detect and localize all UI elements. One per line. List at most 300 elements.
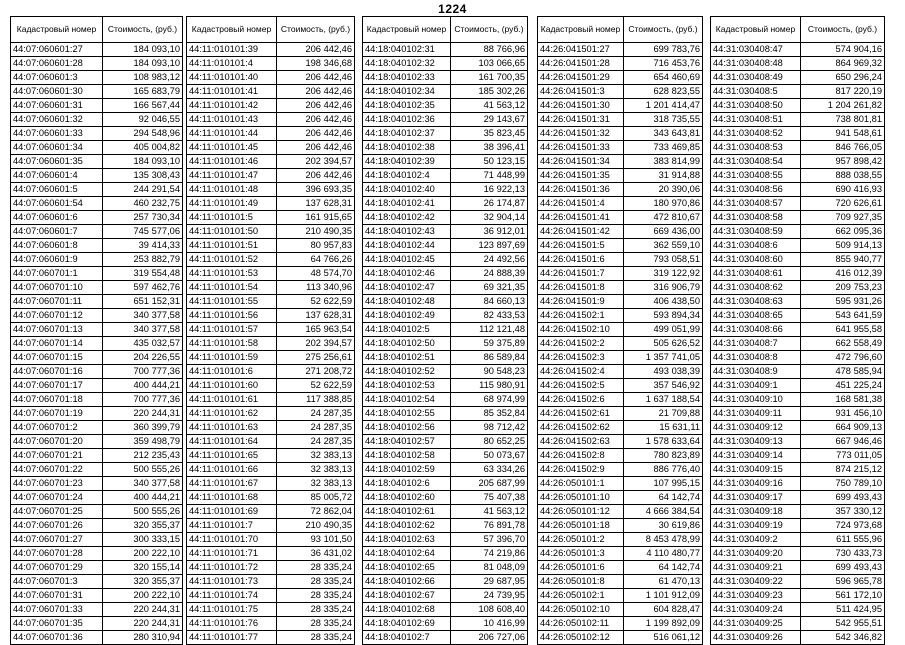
cost-value: 29 687,95	[451, 575, 528, 589]
table-row	[187, 547, 355, 561]
cost-value: 212 235,43	[103, 449, 183, 463]
cadastral-number: 44:18:040102:35	[363, 99, 451, 113]
cadastral-number: 44:11:010101:61	[187, 393, 277, 407]
table-row	[538, 267, 703, 281]
table-row	[11, 99, 183, 113]
cost-value: 64 766,26	[277, 253, 355, 267]
cadastral-number: 44:18:040102:47	[363, 281, 451, 295]
cadastral-number: 44:18:040102:56	[363, 421, 451, 435]
table-row	[363, 267, 528, 281]
table-row	[187, 631, 355, 645]
cost-value: 184 093,10	[103, 43, 183, 57]
table-row	[711, 519, 885, 533]
cost-value: 405 004,82	[103, 141, 183, 155]
cost-value: 593 894,34	[624, 309, 703, 323]
cost-value: 184 093,10	[103, 155, 183, 169]
table-row	[11, 141, 183, 155]
cost-value: 115 980,91	[451, 379, 528, 393]
table-row	[11, 379, 183, 393]
table-row	[363, 57, 528, 71]
table-row	[538, 239, 703, 253]
table-row	[711, 463, 885, 477]
table-row	[538, 309, 703, 323]
cost-value: 595 931,26	[801, 295, 885, 309]
table-row	[363, 631, 528, 645]
cost-value: 664 909,13	[801, 421, 885, 435]
cadastral-number: 44:26:041502:8	[538, 449, 624, 463]
cadastral-number: 44:11:010101:76	[187, 617, 277, 631]
table-row	[187, 183, 355, 197]
cost-value: 184 093,10	[103, 57, 183, 71]
table-row	[363, 225, 528, 239]
cadastral-number: 44:26:050101:2	[538, 533, 624, 547]
table-row	[711, 603, 885, 617]
cost-value: 210 490,35	[277, 225, 355, 239]
cadastral-number: 44:07:060701:21	[11, 449, 103, 463]
cadastral-number: 44:31:030408:58	[711, 211, 801, 225]
table-row	[538, 631, 703, 645]
cost-value: 244 291,54	[103, 183, 183, 197]
cost-value: 32 383,13	[277, 449, 355, 463]
table-row	[11, 463, 183, 477]
cadastral-number: 44:18:040102:65	[363, 561, 451, 575]
cadastral-number: 44:26:041502:61	[538, 407, 624, 421]
cadastral-number: 44:31:030408:53	[711, 141, 801, 155]
cadastral-number: 44:07:060701:11	[11, 295, 103, 309]
cadastral-number: 44:31:030409:19	[711, 519, 801, 533]
cadastral-number: 44:11:010101:70	[187, 533, 277, 547]
table-row	[11, 603, 183, 617]
table-row	[711, 351, 885, 365]
cadastral-number: 44:26:050101:12	[538, 505, 624, 519]
cost-value: 451 225,24	[801, 379, 885, 393]
cost-value: 1 201 414,47	[624, 99, 703, 113]
table-row	[538, 253, 703, 267]
cadastral-number: 44:11:010101:50	[187, 225, 277, 239]
cadastral-number: 44:26:041502:1	[538, 309, 624, 323]
header-cadastral: Кадастровый номер	[711, 17, 801, 43]
cost-value: 1 101 912,09	[624, 589, 703, 603]
cost-value: 103 066,65	[451, 57, 528, 71]
cadastral-number: 44:31:030408:9	[711, 365, 801, 379]
cost-value: 206 442,46	[277, 113, 355, 127]
table-row	[11, 575, 183, 589]
cadastral-number: 44:07:060601:35	[11, 155, 103, 169]
table-row	[538, 491, 703, 505]
cadastral-number: 44:18:040102:53	[363, 379, 451, 393]
table-row	[363, 337, 528, 351]
cadastral-number: 44:31:030408:61	[711, 267, 801, 281]
cadastral-number: 44:31:030408:56	[711, 183, 801, 197]
cadastral-number: 44:26:050101:6	[538, 561, 624, 575]
cost-value: 343 643,81	[624, 127, 703, 141]
cost-value: 650 296,24	[801, 71, 885, 85]
cadastral-number: 44:18:040102:66	[363, 575, 451, 589]
table-row	[711, 491, 885, 505]
cost-value: 886 776,40	[624, 463, 703, 477]
table-row	[538, 169, 703, 183]
cadastral-number: 44:11:010101:5	[187, 211, 277, 225]
cadastral-number: 44:07:060701:17	[11, 379, 103, 393]
cost-value: 31 914,88	[624, 169, 703, 183]
table-row	[363, 379, 528, 393]
cost-value: 41 563,12	[451, 99, 528, 113]
cadastral-number: 44:07:060601:54	[11, 197, 103, 211]
cost-value: 76 891,78	[451, 519, 528, 533]
cadastral-number: 44:18:040102:55	[363, 407, 451, 421]
cost-value: 26 174,87	[451, 197, 528, 211]
cost-value: 700 777,36	[103, 393, 183, 407]
cadastral-number: 44:31:030409:22	[711, 575, 801, 589]
cost-value: 82 433,53	[451, 309, 528, 323]
table-row	[363, 155, 528, 169]
cadastral-number: 44:26:041502:3	[538, 351, 624, 365]
cost-value: 357 330,12	[801, 505, 885, 519]
cost-value: 137 628,31	[277, 197, 355, 211]
cadastral-number: 44:07:060701:28	[11, 547, 103, 561]
cost-value: 202 394,57	[277, 155, 355, 169]
table-row	[538, 407, 703, 421]
cadastral-number: 44:07:060601:34	[11, 141, 103, 155]
cadastral-number: 44:07:060701:36	[11, 631, 103, 645]
cost-value: 210 490,35	[277, 519, 355, 533]
cadastral-number: 44:07:060601:9	[11, 253, 103, 267]
cadastral-number: 44:11:010101:60	[187, 379, 277, 393]
cost-value: 202 394,57	[277, 337, 355, 351]
cost-value: 68 974,99	[451, 393, 528, 407]
table-row	[363, 449, 528, 463]
cadastral-number: 44:26:041501:9	[538, 295, 624, 309]
table-row	[363, 463, 528, 477]
table-row	[11, 225, 183, 239]
cost-value: 699 493,43	[801, 561, 885, 575]
header-cadastral: Кадастровый номер	[11, 17, 103, 43]
cadastral-number: 44:31:030409:11	[711, 407, 801, 421]
table-row	[711, 225, 885, 239]
cost-value: 406 438,50	[624, 295, 703, 309]
header-cost: Стоимость, (руб.)	[103, 17, 183, 43]
table-row	[538, 603, 703, 617]
cadastral-number: 44:11:010101:44	[187, 127, 277, 141]
cadastral-number: 44:31:030409:18	[711, 505, 801, 519]
cost-value: 108 983,12	[103, 71, 183, 85]
cost-value: 200 222,10	[103, 547, 183, 561]
cost-value: 28 335,24	[277, 631, 355, 645]
table-row	[187, 519, 355, 533]
table-row	[711, 267, 885, 281]
cost-value: 41 563,12	[451, 505, 528, 519]
table-row	[11, 491, 183, 505]
cost-value: 516 061,12	[624, 631, 703, 645]
table-row	[711, 309, 885, 323]
cost-value: 383 814,99	[624, 155, 703, 169]
table-row	[711, 561, 885, 575]
table-row	[711, 99, 885, 113]
table-row	[363, 211, 528, 225]
cost-value: 499 051,99	[624, 323, 703, 337]
table-row	[538, 71, 703, 85]
table-row	[538, 449, 703, 463]
table-row	[538, 617, 703, 631]
table-row	[538, 155, 703, 169]
cost-value: 500 555,26	[103, 505, 183, 519]
table-row	[711, 169, 885, 183]
cost-value: 24 888,39	[451, 267, 528, 281]
cadastral-number: 44:26:050101:18	[538, 519, 624, 533]
table-row	[363, 309, 528, 323]
cadastral-number: 44:18:040102:64	[363, 547, 451, 561]
cadastral-number: 44:31:030408:54	[711, 155, 801, 169]
cost-value: 206 442,46	[277, 99, 355, 113]
cadastral-number: 44:11:010101:59	[187, 351, 277, 365]
cadastral-number: 44:26:041501:7	[538, 267, 624, 281]
cadastral-number: 44:11:010101:54	[187, 281, 277, 295]
table-row	[187, 491, 355, 505]
table-row	[711, 407, 885, 421]
cadastral-number: 44:11:010101:65	[187, 449, 277, 463]
cost-value: 204 226,55	[103, 351, 183, 365]
table-row	[711, 323, 885, 337]
cadastral-number: 44:11:010101:71	[187, 547, 277, 561]
cadastral-number: 44:11:010101:40	[187, 71, 277, 85]
cadastral-number: 44:11:010101:57	[187, 323, 277, 337]
table-row	[363, 43, 528, 57]
cost-value: 220 244,31	[103, 603, 183, 617]
table-row	[11, 631, 183, 645]
cadastral-number: 44:18:040102:61	[363, 505, 451, 519]
table-row	[11, 477, 183, 491]
cadastral-number: 44:07:060601:4	[11, 169, 103, 183]
cadastral-number: 44:07:060601:30	[11, 85, 103, 99]
cadastral-number: 44:26:041501:32	[538, 127, 624, 141]
table-row	[711, 281, 885, 295]
cost-value: 846 766,05	[801, 141, 885, 155]
cost-value: 874 215,12	[801, 463, 885, 477]
cadastral-number: 44:31:030408:7	[711, 337, 801, 351]
cadastral-number: 44:11:010101:68	[187, 491, 277, 505]
cost-value: 36 431,02	[277, 547, 355, 561]
table-row	[711, 253, 885, 267]
table-row	[711, 435, 885, 449]
cadastral-number: 44:31:030409:13	[711, 435, 801, 449]
header-cadastral: Кадастровый номер	[187, 17, 277, 43]
cadastral-number: 44:11:010101:7	[187, 519, 277, 533]
cost-value: 32 383,13	[277, 463, 355, 477]
cost-value: 10 416,99	[451, 617, 528, 631]
cadastral-number: 44:11:010101:75	[187, 603, 277, 617]
table-row	[187, 211, 355, 225]
cost-value: 500 555,26	[103, 463, 183, 477]
table-row	[363, 617, 528, 631]
cost-value: 28 335,24	[277, 575, 355, 589]
table-row	[711, 211, 885, 225]
cadastral-number: 44:07:060601:7	[11, 225, 103, 239]
cadastral-number: 44:07:060701:27	[11, 533, 103, 547]
cadastral-number: 44:11:010101:66	[187, 463, 277, 477]
cadastral-table-1	[10, 16, 183, 645]
cadastral-number: 44:11:010101:69	[187, 505, 277, 519]
cadastral-number: 44:18:040102:39	[363, 155, 451, 169]
cost-value: 16 922,13	[451, 183, 528, 197]
table-row	[363, 99, 528, 113]
cadastral-number: 44:18:040102:48	[363, 295, 451, 309]
cadastral-number: 44:26:041501:29	[538, 71, 624, 85]
table-row	[538, 589, 703, 603]
cadastral-number: 44:18:040102:67	[363, 589, 451, 603]
cadastral-number: 44:18:040102:49	[363, 309, 451, 323]
cadastral-number: 44:31:030408:57	[711, 197, 801, 211]
cost-value: 28 335,24	[277, 617, 355, 631]
cadastral-number: 44:18:040102:31	[363, 43, 451, 57]
table-row	[363, 505, 528, 519]
cadastral-number: 44:18:040102:46	[363, 267, 451, 281]
cost-value: 320 355,37	[103, 519, 183, 533]
cost-value: 561 172,10	[801, 589, 885, 603]
cost-value: 654 460,69	[624, 71, 703, 85]
table-row	[363, 533, 528, 547]
cadastral-number: 44:18:040102:43	[363, 225, 451, 239]
table-row	[11, 85, 183, 99]
cadastral-number: 44:31:030408:55	[711, 169, 801, 183]
cost-value: 220 244,31	[103, 617, 183, 631]
table-row	[11, 323, 183, 337]
cadastral-number: 44:31:030409:1	[711, 379, 801, 393]
header-cost: Стоимость, (руб.)	[451, 17, 528, 43]
cadastral-number: 44:26:050102:11	[538, 617, 624, 631]
cadastral-number: 44:31:030408:48	[711, 57, 801, 71]
cadastral-number: 44:11:010101:67	[187, 477, 277, 491]
table-row	[538, 225, 703, 239]
cadastral-number: 44:31:030408:66	[711, 323, 801, 337]
cost-value: 90 548,23	[451, 365, 528, 379]
table-row	[538, 197, 703, 211]
cadastral-number: 44:11:010101:53	[187, 267, 277, 281]
table-row	[11, 519, 183, 533]
cost-value: 85 005,72	[277, 491, 355, 505]
cadastral-number: 44:26:041501:30	[538, 99, 624, 113]
cadastral-number: 44:31:030409:2	[711, 533, 801, 547]
table-row	[187, 365, 355, 379]
cost-value: 59 375,89	[451, 337, 528, 351]
cost-value: 699 493,43	[801, 491, 885, 505]
cost-value: 716 453,76	[624, 57, 703, 71]
cadastral-number: 44:26:041501:33	[538, 141, 624, 155]
table-row	[11, 43, 183, 57]
table-row	[363, 169, 528, 183]
cost-value: 641 955,58	[801, 323, 885, 337]
cadastral-table-5	[710, 16, 885, 645]
cadastral-number: 44:31:030408:60	[711, 253, 801, 267]
cadastral-number: 44:26:041501:5	[538, 239, 624, 253]
table-row	[11, 267, 183, 281]
table-row	[363, 183, 528, 197]
cost-value: 340 377,58	[103, 477, 183, 491]
table-row	[538, 141, 703, 155]
cadastral-number: 44:31:030409:17	[711, 491, 801, 505]
cadastral-number: 44:18:040102:38	[363, 141, 451, 155]
table-row	[363, 85, 528, 99]
cadastral-number: 44:18:040102:42	[363, 211, 451, 225]
table-row	[538, 183, 703, 197]
cost-value: 72 862,04	[277, 505, 355, 519]
table-row	[11, 155, 183, 169]
cost-value: 1 637 188,54	[624, 393, 703, 407]
table-row	[187, 239, 355, 253]
table-row	[187, 281, 355, 295]
cadastral-number: 44:07:060601:6	[11, 211, 103, 225]
table-row	[363, 393, 528, 407]
table-row	[538, 533, 703, 547]
cadastral-number: 44:11:010101:47	[187, 169, 277, 183]
cost-value: 63 334,26	[451, 463, 528, 477]
cadastral-number: 44:18:040102:69	[363, 617, 451, 631]
cost-value: 435 032,57	[103, 337, 183, 351]
cadastral-number: 44:31:030409:12	[711, 421, 801, 435]
cost-value: 460 232,75	[103, 197, 183, 211]
cadastral-number: 44:26:050102:10	[538, 603, 624, 617]
cadastral-number: 44:11:010101:63	[187, 421, 277, 435]
table-row	[363, 141, 528, 155]
table-row	[711, 575, 885, 589]
cadastral-number: 44:07:060601:32	[11, 113, 103, 127]
cost-value: 316 906,79	[624, 281, 703, 295]
cost-value: 81 048,09	[451, 561, 528, 575]
cadastral-number: 44:07:060701:35	[11, 617, 103, 631]
table-row	[538, 295, 703, 309]
table-row	[11, 71, 183, 85]
cadastral-number: 44:26:050102:12	[538, 631, 624, 645]
table-row	[538, 211, 703, 225]
cadastral-number: 44:31:030408:65	[711, 309, 801, 323]
cost-value: 107 995,15	[624, 477, 703, 491]
cadastral-number: 44:26:041501:4	[538, 197, 624, 211]
cost-value: 206 442,46	[277, 141, 355, 155]
cadastral-number: 44:07:060601:33	[11, 127, 103, 141]
cadastral-number: 44:26:041501:35	[538, 169, 624, 183]
cadastral-number: 44:31:030408:63	[711, 295, 801, 309]
table-row	[363, 491, 528, 505]
cadastral-number: 44:31:030408:8	[711, 351, 801, 365]
cost-value: 206 442,46	[277, 43, 355, 57]
cost-value: 137 628,31	[277, 309, 355, 323]
cost-value: 340 377,58	[103, 309, 183, 323]
cadastral-number: 44:11:010101:64	[187, 435, 277, 449]
table-row	[187, 505, 355, 519]
cost-value: 542 346,82	[801, 631, 885, 645]
cost-value: 24 287,35	[277, 421, 355, 435]
table-row	[363, 127, 528, 141]
cost-value: 651 152,31	[103, 295, 183, 309]
cadastral-number: 44:18:040102:37	[363, 127, 451, 141]
cadastral-number: 44:11:010101:55	[187, 295, 277, 309]
table-row	[11, 617, 183, 631]
table-row	[187, 617, 355, 631]
table-row	[187, 449, 355, 463]
table-row	[187, 71, 355, 85]
table-row	[538, 43, 703, 57]
cadastral-number: 44:07:060701:19	[11, 407, 103, 421]
cadastral-number: 44:18:040102:59	[363, 463, 451, 477]
cadastral-number: 44:31:030408:5	[711, 85, 801, 99]
cadastral-number: 44:11:010101:42	[187, 99, 277, 113]
header-cost: Стоимость, (руб.)	[801, 17, 885, 43]
table-row	[363, 295, 528, 309]
cost-value: 29 143,67	[451, 113, 528, 127]
cadastral-number: 44:07:060701:10	[11, 281, 103, 295]
cost-value: 400 444,21	[103, 491, 183, 505]
table-row	[363, 589, 528, 603]
cadastral-number: 44:07:060701:22	[11, 463, 103, 477]
